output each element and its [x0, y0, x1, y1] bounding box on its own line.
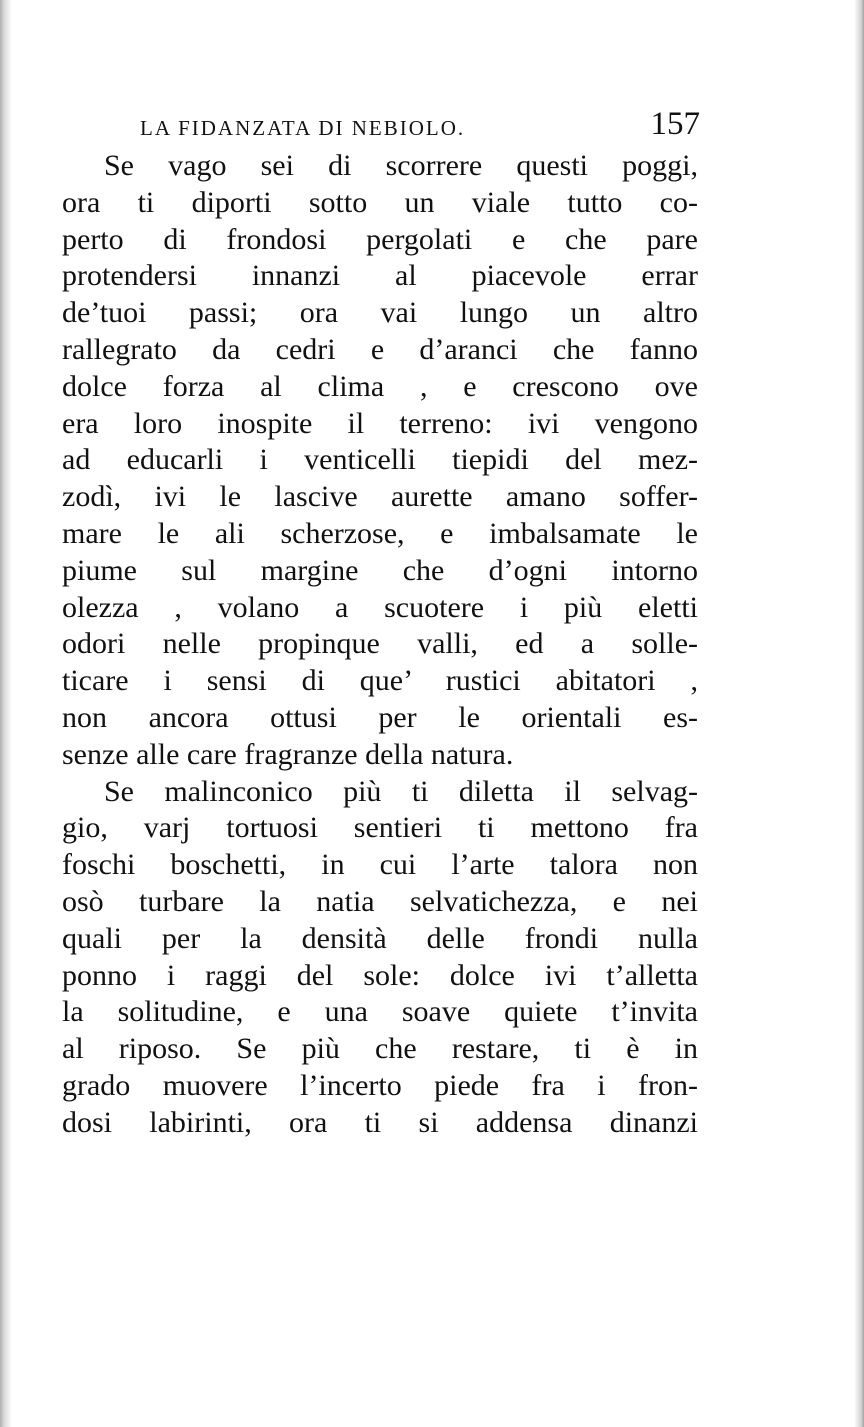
- text-line: dolce forza al clima , e crescono ove: [62, 369, 698, 403]
- text-line: odori nelle propinque valli, ed a solle-: [62, 627, 698, 661]
- text-line: foschi boschetti, in cui l’arte talora non: [62, 848, 698, 882]
- text-line: senze alle care fragranze della natura.: [62, 737, 514, 771]
- text-line: era loro inospite il terreno: ivi vengono: [62, 406, 698, 440]
- text-line: dosi labirinti, ora ti si addensa dinanzi: [62, 1105, 698, 1139]
- text-line: ticare i sensi di que’ rustici abitatori ,: [62, 664, 698, 698]
- text-line: ad educarli i venticelli tiepidi del mez-: [62, 443, 698, 477]
- page-number: 157: [650, 106, 700, 142]
- text-line: mare le ali scherzose, e imbalsamate le: [62, 516, 698, 550]
- text-line: piume sul margine che d’ogni intorno: [62, 553, 698, 587]
- text-line: rallegrato da cedri e d’aranci che fanno: [62, 332, 698, 366]
- text-line: olezza , volano a scuotere i più eletti: [62, 590, 698, 624]
- text-line: zodì, ivi le lascive aurette amano soffer-: [62, 480, 698, 514]
- running-title: LA FIDANZATA DI NEBIOLO.: [140, 116, 466, 140]
- text-line: quali per la densità delle frondi nulla: [62, 921, 698, 955]
- text-line: perto di frondosi pergolati e che pare: [62, 222, 698, 256]
- text-line: grado muovere l’incerto piede fra i fron-: [62, 1068, 698, 1102]
- text-line: la solitudine, e una soave quiete t’invita: [62, 995, 698, 1029]
- text-line: ponno i raggi del sole: dolce ivi t’alletta: [62, 958, 698, 992]
- scan-left-edge: [0, 0, 12, 1427]
- text-line: non ancora ottusi per le orientali es-: [62, 700, 698, 734]
- text-line: ora ti diporti sotto un viale tutto co-: [62, 185, 698, 219]
- scan-right-edge: [854, 0, 864, 1427]
- text-line: de’tuoi passi; ora vai lungo un altro: [62, 296, 698, 330]
- page-header: [140, 106, 700, 150]
- text-line: gio, varj tortuosi sentieri ti mettono fra: [62, 811, 698, 845]
- text-line: osò turbare la natia selvatichezza, e nei: [62, 884, 698, 918]
- body-text: [62, 148, 698, 1142]
- text-line: Se vago sei di scorrere questi poggi,: [104, 149, 698, 182]
- text-line: al riposo. Se più che restare, ti è in: [62, 1032, 698, 1066]
- text-line: protendersi innanzi al piacevole errar: [62, 259, 698, 293]
- text-line: Se malinconico più ti diletta il selvag-: [104, 774, 698, 808]
